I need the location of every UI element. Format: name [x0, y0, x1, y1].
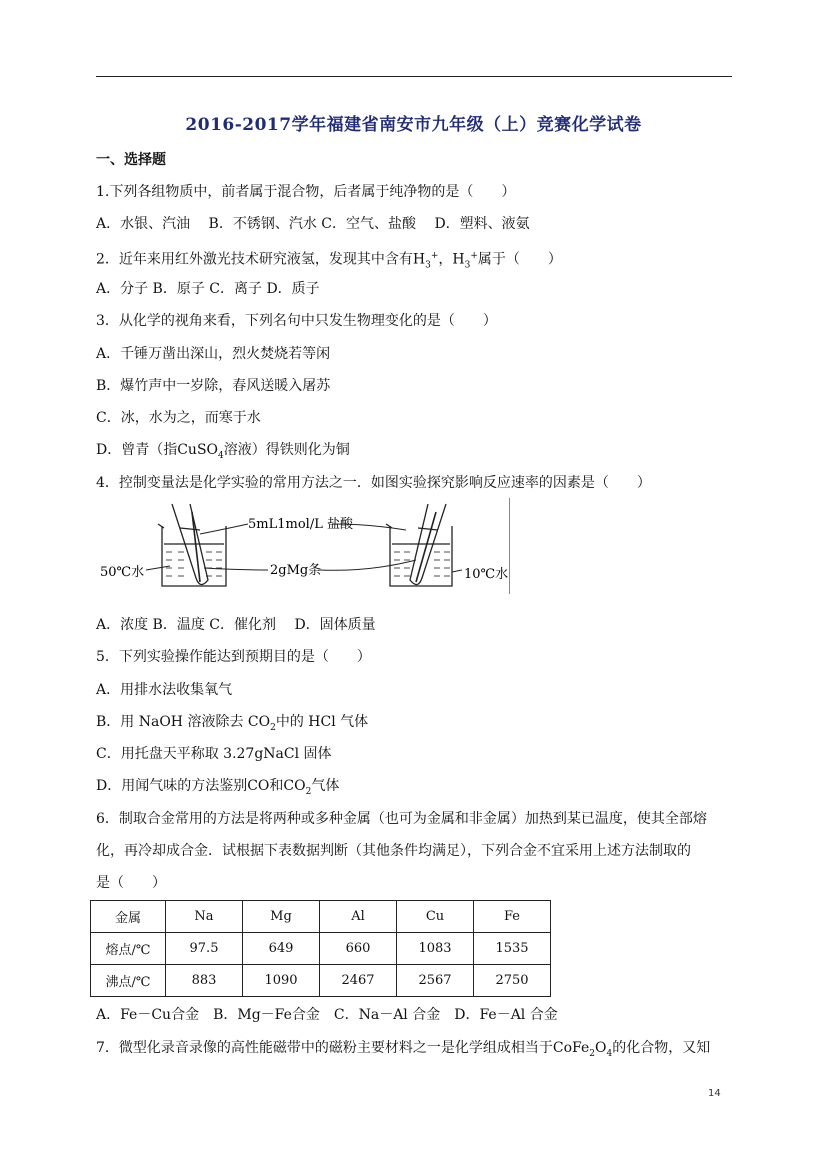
q3-option-c: C．冰，水为之，而寒于水	[96, 410, 261, 426]
table-cell: 97.5	[166, 933, 243, 965]
q1-stem: 1.下列各组物质中，前者属于混合物，后者属于纯净物的是（ ）	[96, 184, 516, 200]
table-row	[91, 965, 551, 997]
page-number: 14	[708, 1088, 721, 1099]
table-cell: 2750	[474, 965, 551, 997]
q4-options: A．浓度 B．温度 C．催化剂 D．固体质量	[96, 617, 376, 633]
figure-border	[509, 498, 510, 594]
q2-stem: 2．近年来用红外激光技术研究液氢，发现其中含有$H_3^+$，$H_3^+$属于（ ）	[96, 251, 562, 271]
metal-data-table	[90, 900, 551, 997]
table-header-row	[91, 901, 551, 933]
table-header-cell: Mg	[243, 901, 320, 933]
q4-stem: 4．控制变量法是化学实验的常用方法之一．如图实验探究影响反应速率的因素是（ ）	[96, 475, 651, 491]
q6-line-1: 6．制取合金常用的方法是将两种或多种金属（也可为金属和非金属）加热到某已温度，使其全部熔	[96, 811, 707, 827]
left-beaker	[158, 504, 226, 586]
acid-label: 5mL1mol/L 盐酸	[248, 517, 353, 532]
q6-options: A．Fe－Cu合金 B．Mg－Fe合金 C．Na－Al 合金 D．Fe－Al 合金	[96, 1007, 558, 1023]
table-cell: 649	[243, 933, 320, 965]
q5-option-d: D．用闻气味的方法鉴别CO和$CO_2$气体	[96, 778, 340, 797]
table-cell: 熔点/℃	[91, 933, 166, 965]
q6-line-2: 化，再冷却成合金．试根据下表数据判断（其他条件均满足），下列合金不宜采用上述方法制取的	[96, 843, 691, 859]
table-header-cell: Cu	[397, 901, 474, 933]
table-header-cell: 金属	[91, 901, 166, 933]
q2-options: A．分子 B．原子 C．离子 D．质子	[96, 281, 320, 297]
q3-stem: 3．从化学的视角来看，下列名句中只发生物理变化的是（ ）	[96, 313, 497, 329]
page-title: 2016-2017学年福建省南安市九年级（上）竞赛化学试卷	[185, 115, 642, 135]
q3-option-d: D．曾青（指CuSO$_4$溶液）得铁则化为铜	[96, 442, 350, 461]
q1-options: A．水银、汽油 B．不锈钢、汽水 C．空气、盐酸 D．塑料、液氨	[96, 216, 530, 232]
q5-option-a: A．用排水法收集氧气	[96, 682, 233, 698]
left-water-label: 50℃水	[100, 565, 145, 580]
table-header-cell: Al	[320, 901, 397, 933]
table-header-cell: Fe	[474, 901, 551, 933]
table-row	[91, 933, 551, 965]
table-cell: 沸点/℃	[91, 965, 166, 997]
q5-stem: 5．下列实验操作能达到预期目的是（ ）	[96, 649, 371, 665]
q5-option-c: C．用托盘天平称取 3.27gNaCl 固体	[96, 746, 332, 762]
experiment-figure	[100, 498, 510, 594]
q6-line-3: 是（ ）	[96, 875, 166, 891]
table-cell: 1083	[397, 933, 474, 965]
table-header-cell: Na	[166, 901, 243, 933]
table-cell: 2467	[320, 965, 397, 997]
table-cell: 660	[320, 933, 397, 965]
beaker-diagram	[100, 498, 510, 594]
table-cell: 1090	[243, 965, 320, 997]
table-cell: 883	[166, 965, 243, 997]
q3-option-a: A．千锤万凿出深山，烈火焚烧若等闲	[96, 346, 331, 362]
q3-option-b: B．爆竹声中一岁除，春风送暖入屠苏	[96, 378, 331, 394]
table-cell: 1535	[474, 933, 551, 965]
q7-stem: 7．微型化录音录像的高性能磁带中的磁粉主要材料之一是化学组成相当于$CoFe_2O_4$的化合物，又知	[96, 1040, 711, 1059]
mg-label: 2gMg条	[270, 563, 322, 578]
q5-option-b: B．用 NaOH 溶液除去 $CO_2$中的 HCl 气体	[96, 714, 369, 733]
right-beaker	[386, 504, 452, 586]
right-water-label: 10℃水	[464, 567, 509, 582]
section-heading: 一、选择题	[96, 152, 166, 168]
header-rule	[96, 76, 732, 77]
table-cell: 2567	[397, 965, 474, 997]
